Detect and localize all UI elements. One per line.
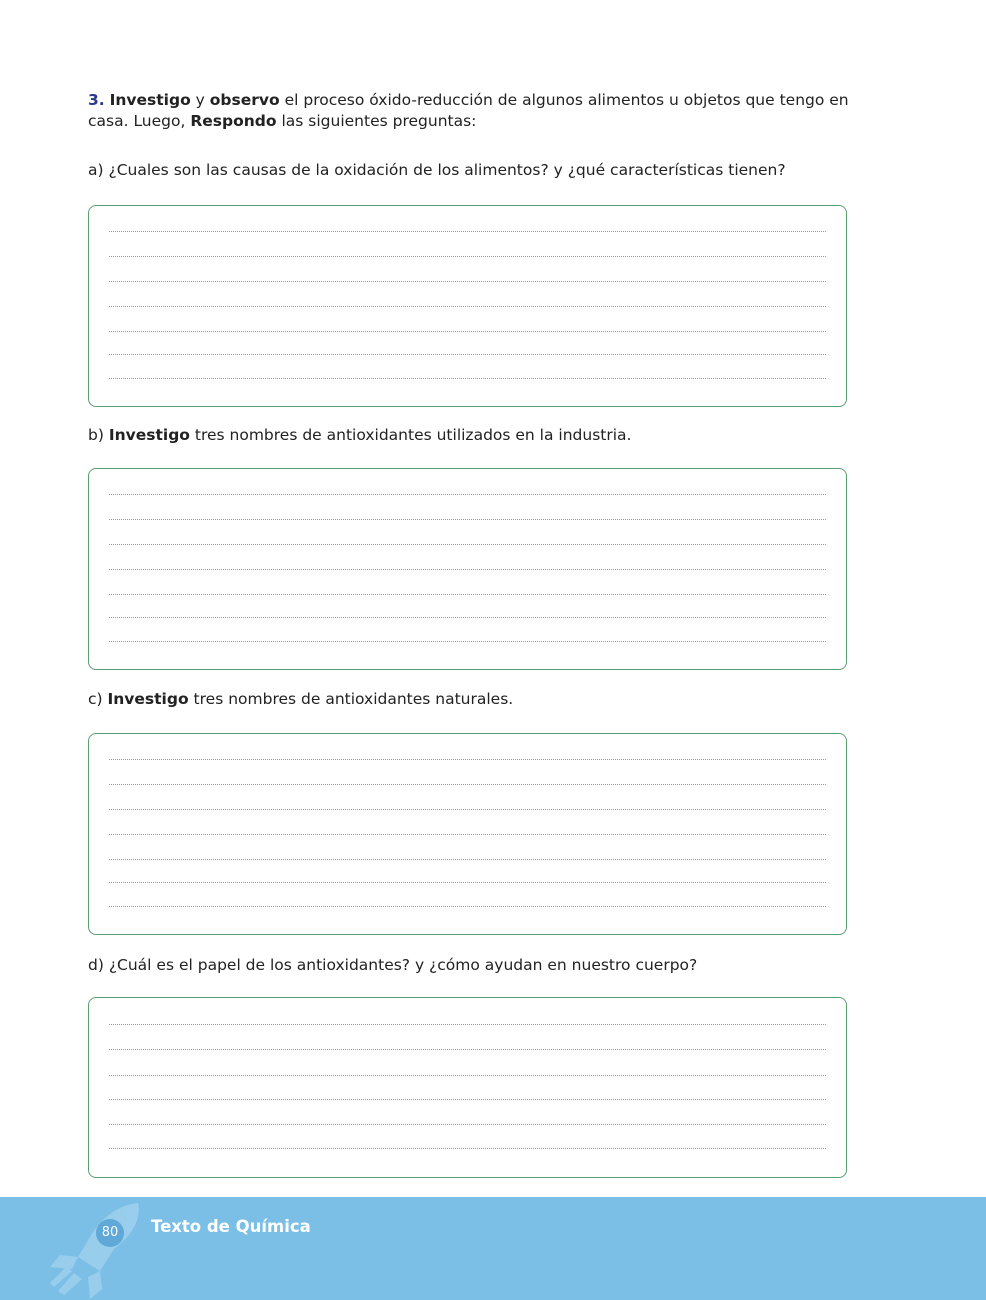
writing-line [109,378,826,379]
writing-line [109,882,826,883]
writing-line [109,1075,826,1076]
writing-line [109,834,826,835]
writing-line [109,331,826,332]
answer-box-c[interactable] [88,733,847,935]
exercise-intro [88,90,868,132]
writing-line [109,809,826,810]
writing-line [109,1024,826,1025]
writing-line [109,1049,826,1050]
writing-line [109,1148,826,1149]
writing-line [109,256,826,257]
question-c [88,689,888,710]
writing-line [109,1124,826,1125]
page-footer [0,1197,986,1300]
writing-line [109,906,826,907]
intro-bold-respondo: Respondo [190,112,277,130]
writing-line [109,641,826,642]
answer-box-d[interactable] [88,997,847,1178]
writing-line [109,281,826,282]
question-b-prefix: b) [88,426,109,444]
intro-text-2: el proceso óxido-reducción de algunos alimentos u objetos que tengo en casa. Luego, [88,91,849,130]
question-b-bold: Investigo [108,426,190,444]
writing-line [109,569,826,570]
intro-bold-investigo: Investigo [109,91,191,109]
question-c-prefix: c) [88,690,108,708]
intro-text-3: las siguientes preguntas: [276,112,477,130]
writing-line [109,594,826,595]
answer-box-a[interactable] [88,205,847,407]
writing-line [109,544,826,545]
question-c-text: tres nombres de antioxidantes naturales. [188,690,514,708]
intro-bold-observo: observo [209,91,280,109]
footer-title: Texto de Química [151,1217,311,1236]
intro-text-1: y [190,91,210,109]
exercise-number: 3. [88,91,105,109]
question-a-text: a) ¿Cuales son las causas de la oxidación de los alimentos? y ¿qué características tienen? [88,161,786,179]
writing-line [109,617,826,618]
question-a [88,160,888,181]
question-d [88,955,888,976]
writing-line [109,1099,826,1100]
question-c-bold: Investigo [107,690,189,708]
question-d-text: d) ¿Cuál es el papel de los antioxidantes? y ¿cómo ayudan en nuestro cuerpo? [88,956,698,974]
question-b [88,425,888,446]
rocket-icon [38,1197,158,1300]
writing-line [109,859,826,860]
writing-line [109,784,826,785]
writing-line [109,306,826,307]
writing-line [109,354,826,355]
answer-box-b[interactable] [88,468,847,670]
writing-line [109,759,826,760]
writing-line [109,231,826,232]
writing-line [109,519,826,520]
question-b-text: tres nombres de antioxidantes utilizados en la industria. [189,426,632,444]
writing-line [109,494,826,495]
page-number-badge: 80 [96,1219,124,1247]
